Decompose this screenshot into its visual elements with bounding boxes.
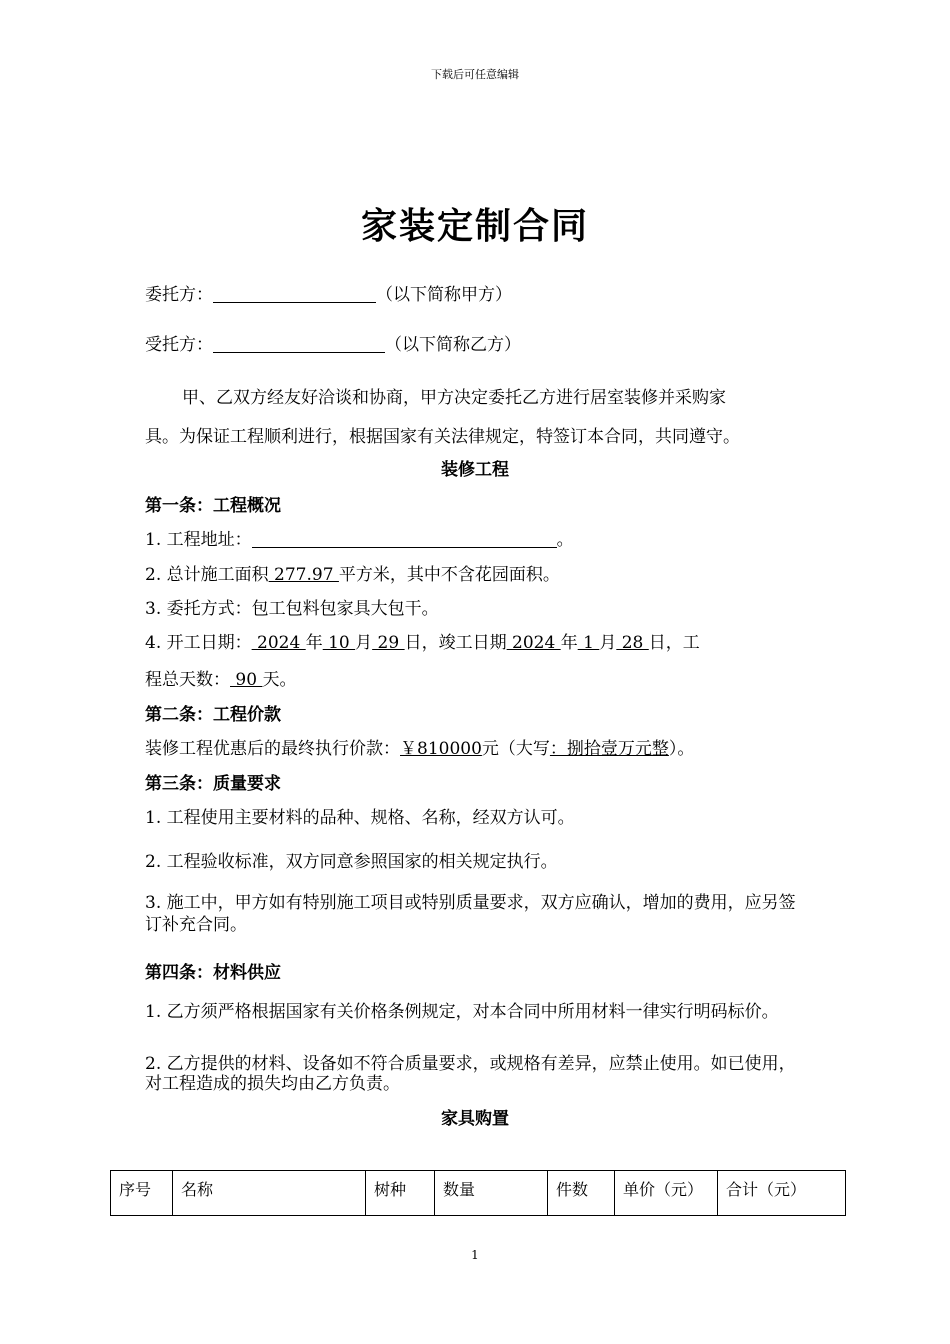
area-value: 277.97 bbox=[268, 565, 339, 585]
area-label: 2. 总计施工面积 bbox=[145, 565, 269, 585]
article4-item1: 1. 乙方须严格根据国家有关价格条例规定，对本合同中所用材料一律实行明码标价。 bbox=[145, 1002, 779, 1022]
col-total: 合计（元） bbox=[718, 1171, 846, 1216]
article3-item1: 1. 工程使用主要材料的品种、规格、名称，经双方认可。 bbox=[145, 808, 575, 828]
col-index: 序号 bbox=[111, 1171, 173, 1216]
start-year: 2024 bbox=[251, 633, 306, 653]
end-month: 1 bbox=[577, 633, 600, 653]
year-label: 年 bbox=[560, 633, 578, 653]
page-header-note: 下载后可任意编辑 bbox=[431, 68, 519, 81]
area-suffix: 平方米，其中不含花园面积。 bbox=[338, 565, 560, 585]
client-line bbox=[145, 283, 512, 307]
total-days-value: 90 bbox=[230, 670, 263, 690]
article1-item4 bbox=[145, 631, 700, 655]
month-label: 月 bbox=[599, 633, 617, 653]
furniture-table-header-row bbox=[111, 1171, 846, 1216]
col-wood: 树种 bbox=[366, 1171, 435, 1216]
price-words-label: 元（大写 bbox=[481, 739, 550, 759]
article3-item2: 2. 工程验收标准，双方同意参照国家的相关规定执行。 bbox=[145, 852, 558, 872]
col-quantity: 数量 bbox=[435, 1171, 548, 1216]
document-title: 家装定制合同 bbox=[360, 205, 589, 247]
client-label: 委托方： bbox=[145, 285, 213, 305]
start-day: 29 bbox=[372, 633, 405, 653]
article1-item3: 3. 委托方式：包工包料包家具大包干。 bbox=[145, 599, 439, 619]
page-number: 1 bbox=[471, 1248, 479, 1262]
price-words: ：捌拾壹万元整 bbox=[549, 739, 669, 759]
days-suffix: 天。 bbox=[262, 670, 297, 690]
client-blank[interactable] bbox=[213, 284, 376, 303]
price-amount: ￥810000 bbox=[400, 739, 482, 759]
article4-item2: 2. 乙方提供的材料、设备如不符合质量要求，或规格有差异，应禁止使用。如已使用，对工程造成的损失均由乙方负责。 bbox=[145, 1054, 796, 1094]
furniture-table bbox=[110, 1170, 846, 1216]
article1-item2 bbox=[145, 563, 560, 587]
start-month: 10 bbox=[322, 633, 356, 653]
col-name: 名称 bbox=[173, 1171, 366, 1216]
col-pieces: 件数 bbox=[548, 1171, 615, 1216]
contractor-label: 受托方： bbox=[145, 335, 213, 355]
article3-item3: 3. 施工中，甲方如有特别施工项目或特别质量要求，双方应确认，增加的费用，应另签订补充合同。 bbox=[145, 893, 796, 935]
price-suffix: ）。 bbox=[668, 739, 695, 759]
address-blank[interactable] bbox=[252, 529, 557, 548]
contractor-blank[interactable] bbox=[213, 334, 385, 353]
month-label: 月 bbox=[355, 633, 373, 653]
price-label: 装修工程优惠后的最终执行价款： bbox=[145, 739, 400, 759]
section-furniture: 家具购置 bbox=[441, 1109, 509, 1129]
article2-heading: 第二条：工程价款 bbox=[145, 705, 281, 725]
article1-item1 bbox=[145, 528, 574, 552]
section-renovation: 装修工程 bbox=[441, 460, 509, 480]
end-suffix: 日，工 bbox=[648, 633, 700, 653]
article1-heading: 第一条：工程概况 bbox=[145, 496, 281, 516]
end-year: 2024 bbox=[506, 633, 561, 653]
intro-line-1: 甲、乙双方经友好洽谈和协商，甲方决定委托乙方进行居室装修并采购家 bbox=[182, 388, 726, 408]
article4-heading: 第四条：材料供应 bbox=[145, 963, 281, 983]
address-label: 1. 工程地址： bbox=[145, 530, 252, 550]
article2-price bbox=[145, 737, 694, 761]
intro-line-2: 具。为保证工程顺利进行，根据国家有关法律规定，特签订本合同，共同遵守。 bbox=[145, 427, 740, 447]
address-suffix: 。 bbox=[556, 530, 574, 550]
year-label: 年 bbox=[305, 633, 323, 653]
total-days-label: 程总天数： bbox=[145, 670, 230, 690]
col-unit-price: 单价（元） bbox=[615, 1171, 718, 1216]
contractor-suffix: （以下简称乙方） bbox=[385, 335, 521, 355]
start-date-label: 4. 开工日期： bbox=[145, 633, 252, 653]
end-date-label: 日，竣工日期 bbox=[404, 633, 507, 653]
end-day: 28 bbox=[616, 633, 649, 653]
contractor-line bbox=[145, 333, 521, 357]
client-suffix: （以下简称甲方） bbox=[376, 285, 512, 305]
article1-item4-cont bbox=[145, 668, 296, 692]
article3-heading: 第三条：质量要求 bbox=[145, 774, 281, 794]
